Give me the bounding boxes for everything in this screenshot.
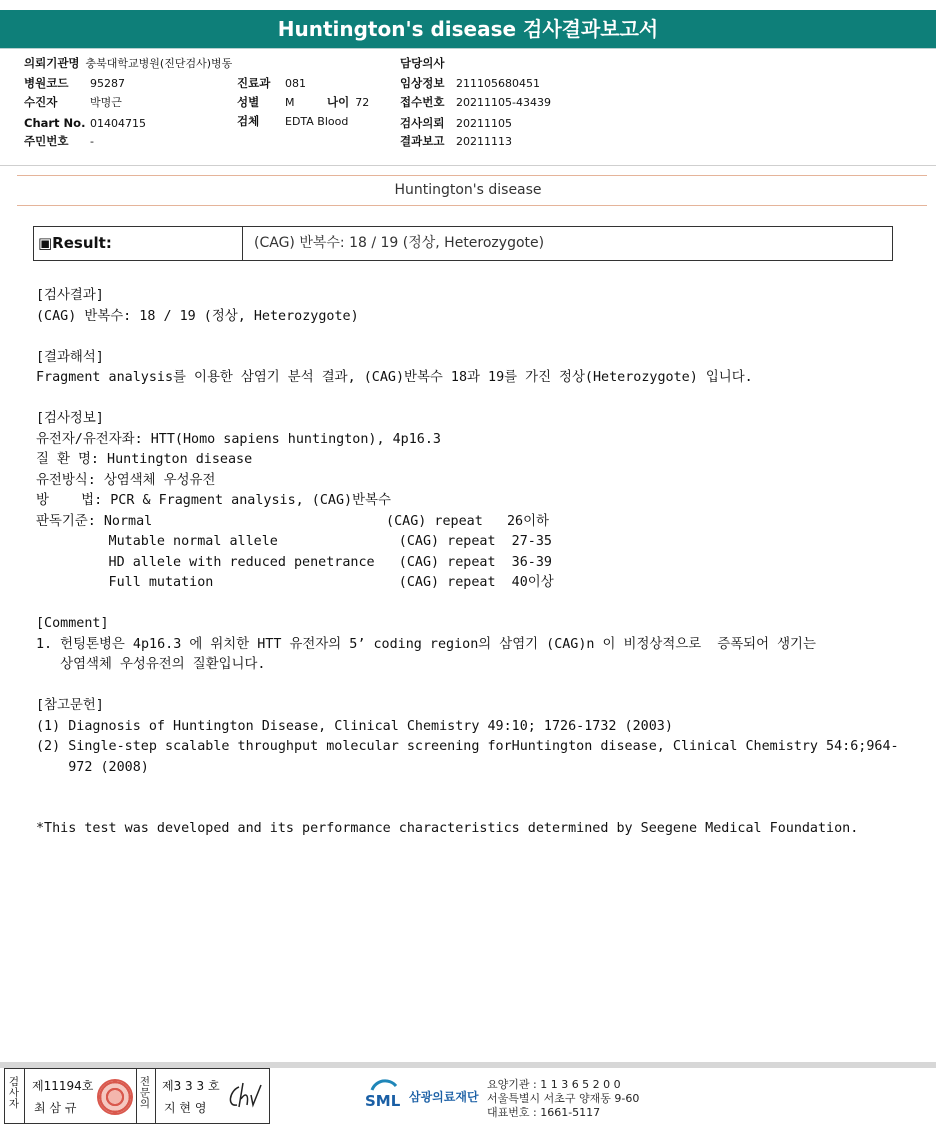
body-line: 판독기준: Normal (CAG) repeat 26이하: [36, 513, 549, 529]
body-line: 질 환 명: Huntington disease: [36, 452, 253, 467]
field-label: 검체: [237, 114, 260, 128]
doctor-name: 지 현 영: [164, 1101, 207, 1115]
logo-text: SML: [365, 1092, 401, 1110]
field-receipt-no: [400, 94, 551, 111]
field-value: 20211105: [456, 117, 512, 130]
foundation-name: 삼광의료재단: [409, 1090, 479, 1104]
body-line: Mutable normal allele (CAG) repeat 27-35: [36, 534, 552, 549]
doctor-license-no: 제3 3 3 호: [162, 1079, 220, 1093]
field-value: 20211105-43439: [456, 96, 551, 109]
body-line: [36, 327, 899, 348]
field-label: 병원코드: [24, 76, 69, 90]
body-line: [36, 594, 899, 615]
seal-stamp: [97, 1079, 133, 1115]
body-line: HD allele with reduced penetrance (CAG) repeat 36-39: [36, 554, 552, 570]
field-request-date: [400, 115, 512, 132]
field-clinical-info: [400, 75, 540, 92]
field-label: Chart No.: [24, 116, 86, 130]
field-label: 의뢰기관명: [24, 56, 80, 70]
result-box: [33, 226, 893, 261]
field-value: 95287: [90, 77, 125, 90]
field-value: 081: [285, 77, 306, 90]
section-divider-top: [17, 175, 927, 176]
body-line: (2) Single-step scalable throughput molecular screening forHuntington disease, Clinical Chemistry 54:6;964-: [36, 739, 899, 754]
body-line: 유전방식: 상염색체 우성유전: [36, 472, 216, 488]
field-attending-doctor: [400, 55, 450, 71]
sml-logo-icon: [364, 1076, 404, 1116]
field-value: EDTA Blood: [285, 115, 349, 128]
field-value: -: [90, 135, 94, 148]
body-line: [결과해석]: [36, 349, 104, 365]
patient-info-header: [0, 48, 936, 166]
tester-license-no: 제11194호: [32, 1079, 94, 1093]
field-label: 결과보고: [400, 134, 445, 148]
body-line: [36, 676, 899, 697]
report-body: [36, 286, 899, 840]
result-value: (CAG) 반복수: 18 / 19 (정상, Heterozygote): [254, 235, 545, 251]
field-label: 임상정보: [400, 76, 445, 90]
field-specimen: [237, 113, 348, 130]
signature-box: [4, 1068, 270, 1124]
institution-code: 요양기관 : 1 1 3 6 5 2 0 0: [487, 1078, 621, 1091]
body-line: [검사정보]: [36, 411, 104, 426]
section-divider-bottom: [17, 205, 927, 206]
tester-name: 최 삼 규: [34, 1101, 77, 1115]
body-line: [36, 389, 899, 410]
doctor-vertical-label: 전문의: [139, 1076, 151, 1110]
field-value: 211105680451: [456, 77, 540, 90]
body-line: [Comment]: [36, 616, 109, 631]
field-value: 20211113: [456, 135, 512, 148]
body-line: 방 법: PCR & Fragment analysis, (CAG)반복수: [36, 493, 391, 508]
report-title: Huntington's disease 검사결과보고서: [0, 10, 936, 48]
field-label: 나이: [327, 95, 350, 109]
address: 서울특별시 서초구 양재동 9-60: [487, 1092, 640, 1105]
field-value: 72: [355, 96, 370, 109]
body-line: *This test was developed and its performance characteristics determined by Seegene Medical Foundation.: [36, 821, 859, 836]
body-line: Fragment analysis를 이용한 삼염기 분석 결과, (CAG)반복수 18과 19를 가진 정상(Heterozygote) 입니다.: [36, 370, 753, 385]
field-hospital-code: [24, 75, 125, 92]
field-label: 수진자: [24, 95, 58, 109]
body-line: [36, 799, 899, 820]
field-label: 접수번호: [400, 95, 445, 109]
body-line: 972 (2008): [36, 759, 149, 775]
field-label: 검사의뢰: [400, 116, 445, 130]
field-age: [327, 94, 369, 111]
body-line: (1) Diagnosis of Huntington Disease, Clinical Chemistry 49:10; 1726-1732 (2003): [36, 718, 673, 734]
body-line: 1. 헌팅톤병은 4p16.3 에 위치한 HTT 유전자의 5’ coding region의 삼염기 (CAG)n 이 비정상적으로 증폭되어 생기는: [36, 636, 816, 652]
result-label: ▣Result:: [34, 227, 243, 260]
body-line: (CAG) 반복수: 18 / 19 (정상, Heterozygote): [36, 308, 359, 324]
field-chart-no: [24, 115, 146, 132]
signature-image: [225, 1079, 265, 1113]
field-value: M: [285, 96, 295, 109]
section-title: Huntington's disease: [394, 182, 542, 198]
body-line: 유전자/유전자좌: HTT(Homo sapiens huntington), 4p16.3: [36, 431, 441, 447]
field-label: 성별: [237, 95, 260, 109]
field-label: 진료과: [237, 76, 271, 90]
field-value: 01404715: [90, 117, 146, 130]
field-sex: [237, 94, 295, 111]
field-label: 주민번호: [24, 134, 69, 148]
sml-logo: [364, 1076, 404, 1120]
body-line: [검사결과]: [36, 288, 104, 303]
field-requesting-institution: [24, 55, 232, 72]
field-resident-no: [24, 133, 94, 150]
field-value: 충북대학교병원(진단검사)병동: [85, 57, 233, 70]
tester-vertical-label: 검사자: [8, 1076, 20, 1110]
body-line: [참고문헌]: [36, 698, 104, 713]
field-report-date: [400, 133, 512, 150]
field-department: [237, 75, 306, 92]
field-patient-name: [24, 94, 122, 111]
field-label: 담당의사: [400, 56, 445, 70]
field-value: 박명근: [90, 96, 122, 109]
phone-number: 대표번호 : 1661-5117: [487, 1106, 601, 1119]
body-line: 상염색체 우성유전의 질환입니다.: [36, 657, 266, 672]
body-line: Full mutation (CAG) repeat 40이상: [36, 575, 554, 590]
body-line: [36, 778, 899, 799]
